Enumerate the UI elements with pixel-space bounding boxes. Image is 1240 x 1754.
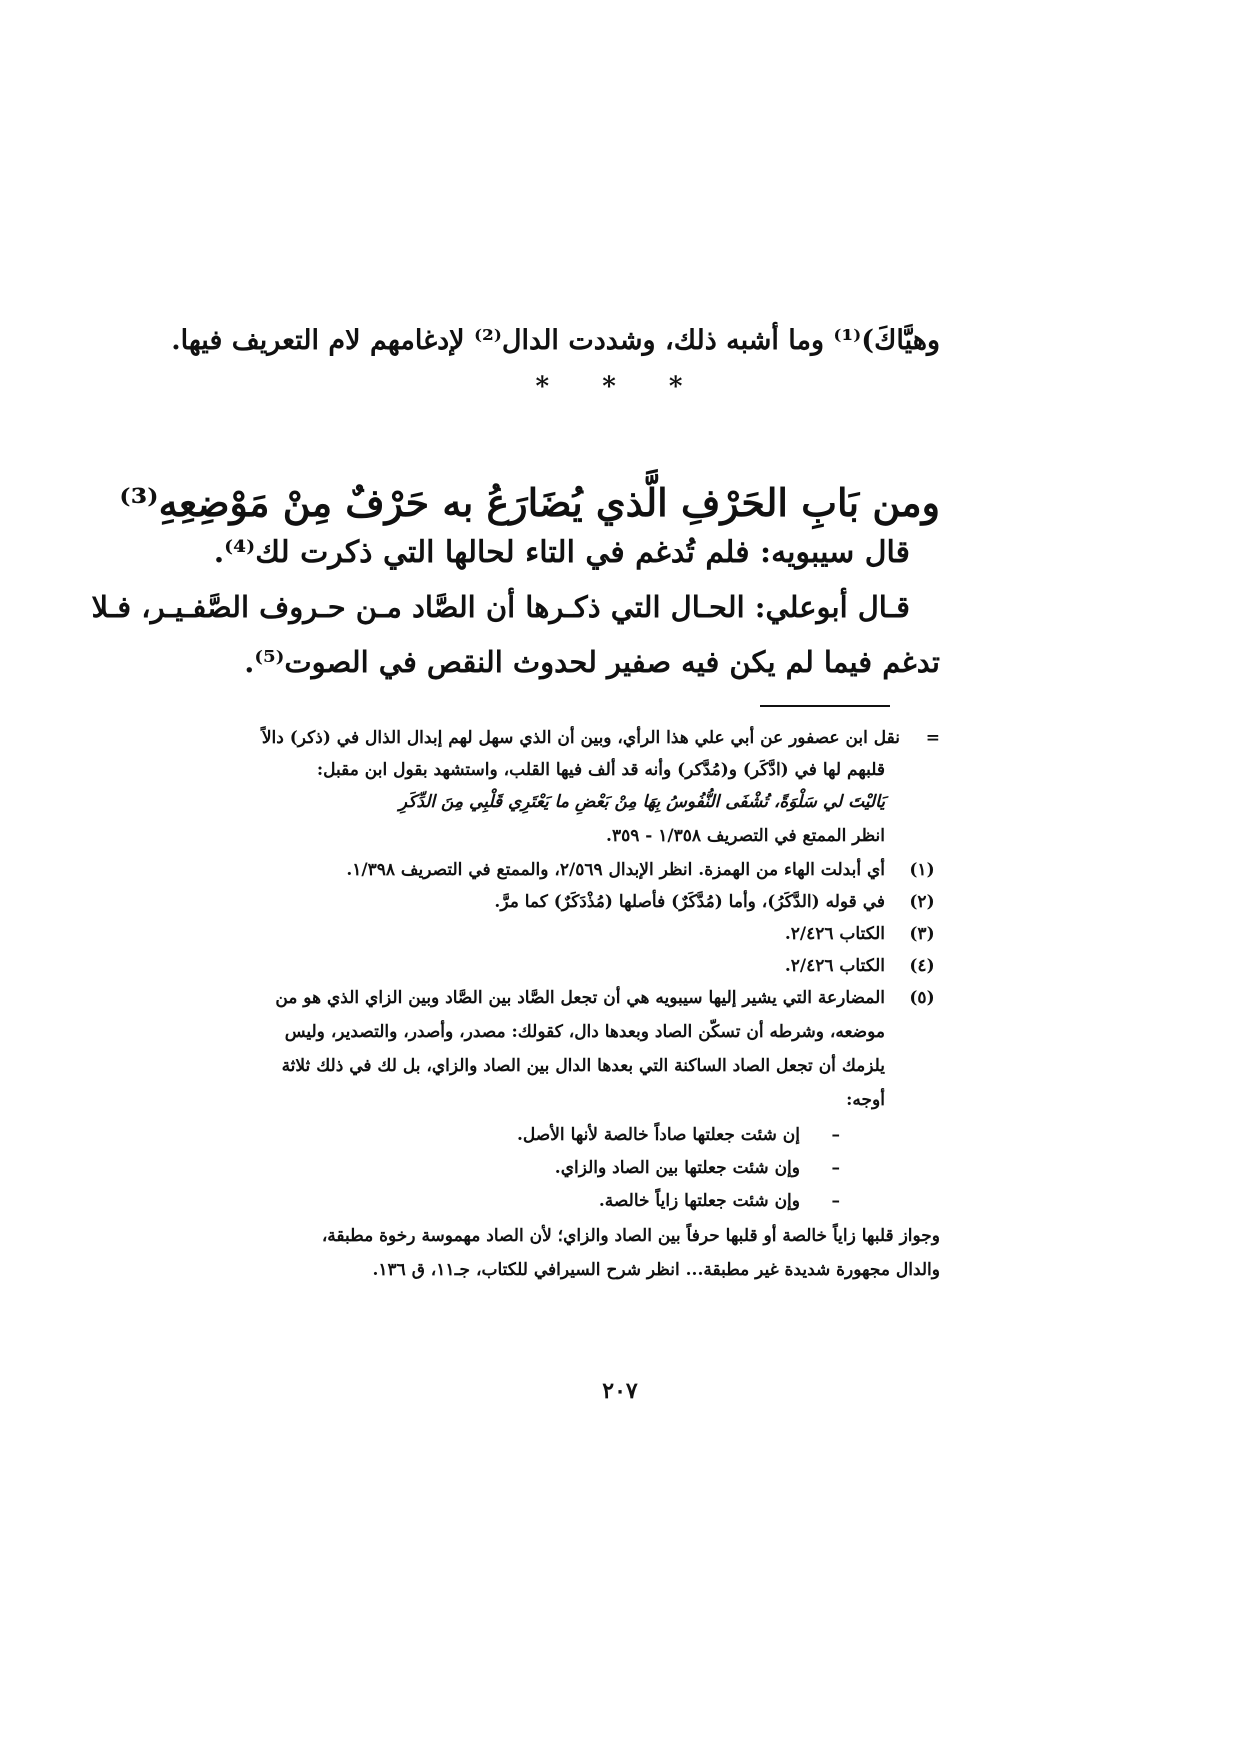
footnote-text: في قوله (الدَّكَرُ)، وأما (مُدَّكَرٌ) فأصلها (مُذْدَكَرٌ) كما مرَّ. xyxy=(494,892,885,912)
footnote-text: الكتاب ٢/٤٢٦. xyxy=(784,924,885,944)
list-item: وإن شئت جعلتها بين الصاد والزاي. xyxy=(554,1158,800,1178)
list-item: إن شئت جعلتها صاداً خالصة لأنها الأصل. xyxy=(517,1125,800,1145)
footnote-closing-line-2: والدال مجهورة شديدة غير مطبقة... انظر شرح السيرافي للكتاب، جـ١١، ق ١٣٦. xyxy=(372,1260,940,1280)
footnote-cont-line-2: قلبهم لها في (ادَّكَر) و(مُدَّكر) وأنه قد ألف فيها القلب، واستشهد بقول ابن مقبل: xyxy=(316,760,885,780)
footnote-number: (٥) xyxy=(909,988,935,1008)
list-dash: – xyxy=(831,1191,840,1211)
footnote-5-line-3: يلزمك أن تجعل الصاد الساكنة التي بعدها الدال بين الصاد والزاي، بل لك في ذلك ثلاثة xyxy=(281,1056,885,1076)
body-line-1: وهيَّاكَ)⁽¹⁾ وما أشبه ذلك، وشددت الدال⁽²⁾ لإدغامهم لام التعريف فيها. xyxy=(171,325,940,356)
footnote-text: أي أبدلت الهاء من الهمزة. انظر الإبدال ٢/٥٦٩، والممتع في التصريف ١/٣٩٨. xyxy=(346,860,885,880)
list-dash: – xyxy=(831,1125,840,1145)
list-item: وإن شئت جعلتها زاياً خالصة. xyxy=(598,1191,800,1211)
footnote-number: (٤) xyxy=(909,956,935,976)
footnote-closing-line-1: وجواز قلبها زاياً خالصة أو قلبها حرفاً بين الصاد والزاي؛ لأن الصاد مهموسة رخوة مطبقة، xyxy=(321,1226,940,1246)
footnote-text: الكتاب ٢/٤٢٦. xyxy=(784,956,885,976)
footnote-text: المضارعة التي يشير إليها سيبويه هي أن تجعل الصَّاد بين الصَّاد وبين الزاي الذي هو من xyxy=(275,988,885,1008)
body-line-2: قال سيبويه: فلم تُدغم في التاء لحالها التي ذكرت لك⁽⁴⁾. xyxy=(213,535,910,570)
footnote-5-line-2: موضعه، وشرطه أن تسكّن الصاد وبعدها دال، كقولك: مصدر، وأصدر، والتصدير، وليس xyxy=(284,1022,885,1042)
body-line-3: قـال أبوعلي: الحـال التي ذكـرها أن الصَّاد مـن حـروف الصَّفـيـر، فـلا xyxy=(91,590,910,624)
footnote-poetry-verse: يَاليْتَ لي سَلْوَةً، تُشْفَى النُّفُوسُ بِهَا مِنْ بَعْضِ ما يَعْتَرِي قَلْبِي مِنَ الدِّكَرِ xyxy=(398,792,885,812)
footnote-number: (٣) xyxy=(909,924,935,944)
footnote-5-line-4: أوجه: xyxy=(846,1090,885,1110)
footnote-cont-line-4: انظر الممتع في التصريف ١/٣٥٨ - ٣٥٩. xyxy=(606,826,885,846)
list-dash: – xyxy=(831,1158,840,1178)
footnote-cont-line-1: نقل ابن عصفور عن أبي علي هذا الرأي، وبين أن الذي سهل لهم إبدال الذال في (ذكر) دالاً xyxy=(261,728,900,748)
chapter-heading: ومن بَابِ الحَرْفِ الَّذي يُضَارَعُ به حَرْفٌ مِنْ مَوْضِعِهِ⁽³⁾ xyxy=(119,480,940,525)
footnote-number: (٢) xyxy=(909,892,935,912)
page-number: ٢٠٧ xyxy=(602,1378,638,1404)
footnote-divider xyxy=(760,705,890,707)
footnote-continuation-mark: = xyxy=(925,728,940,748)
body-line-4: تدغم فيما لم يكن فيه صفير لحدوث النقص في الصوت⁽⁵⁾. xyxy=(244,645,940,679)
section-separator: * * * xyxy=(535,372,705,402)
footnote-number: (١) xyxy=(909,860,935,880)
